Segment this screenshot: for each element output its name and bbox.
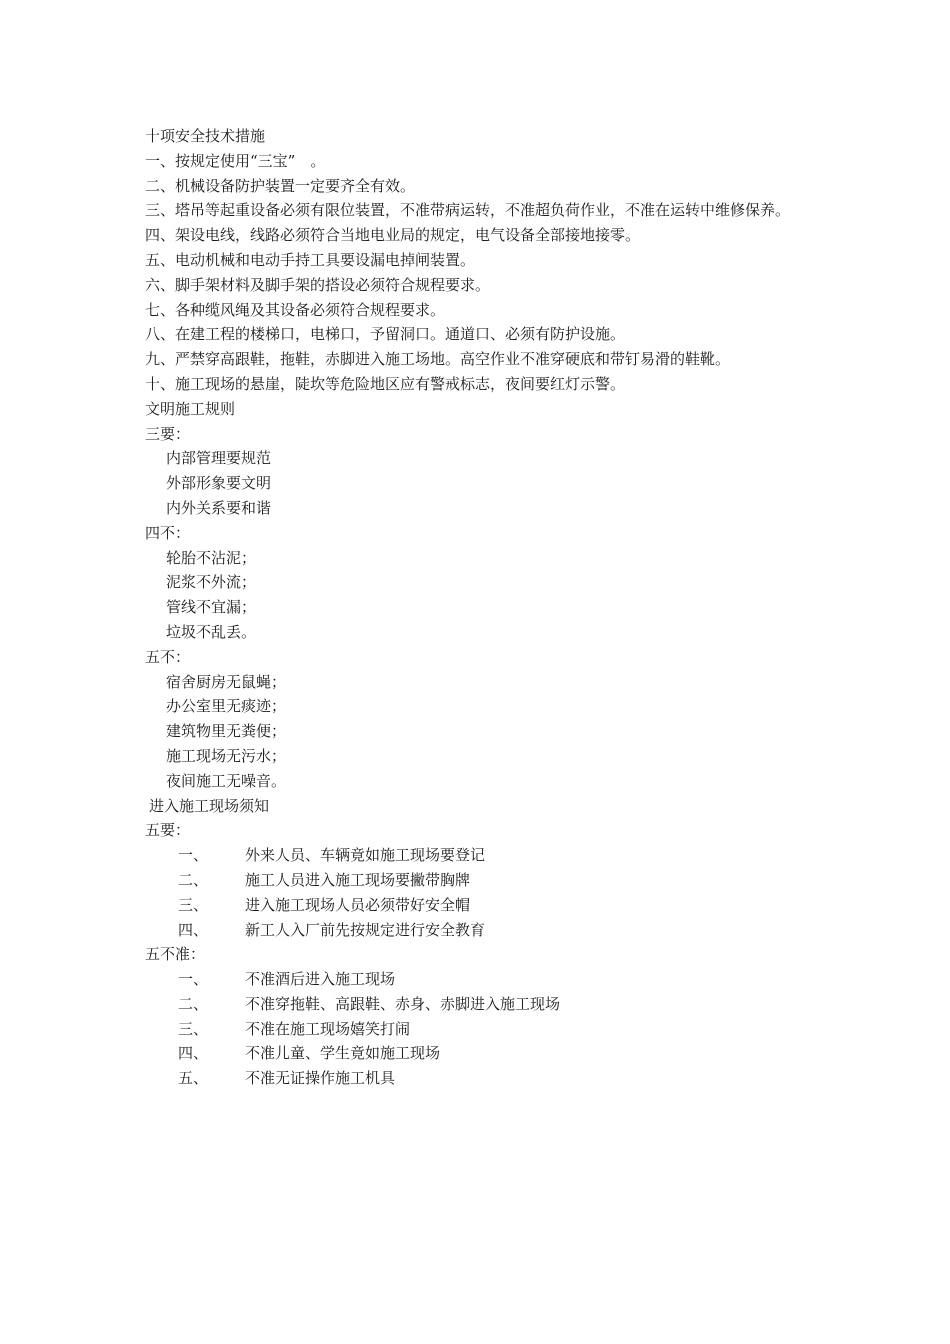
item-text: 进入施工现场人员必须带好安全帽 — [245, 895, 471, 914]
list-item: 建筑物里无粪便； — [166, 722, 287, 741]
list-item: 外部形象要文明 — [166, 474, 272, 493]
numbered-item — [145, 918, 825, 943]
item-number: 二、 — [178, 994, 209, 1013]
list-item: 夜间施工无噪音。 — [166, 771, 287, 790]
safety-item-10: 十、施工现场的悬崖，陡坎等危险地区应有警戒标志，夜间要红灯示警。 — [145, 374, 626, 393]
safety-item-2: 二、机械设备防护装置一定要齐全有效。 — [145, 176, 416, 195]
document-content — [145, 124, 825, 1091]
safety-item-8: 八、在建工程的楼梯口，电梯口，予留洞口。通道口、必须有防护设施。 — [145, 325, 626, 344]
list-item: 管线不宜漏； — [166, 598, 257, 617]
list-item: 宿舍厨房无鼠蝇； — [166, 672, 287, 691]
five-musts-heading: 五要： — [145, 821, 191, 840]
item-number: 四、 — [178, 920, 209, 939]
item-text: 外来人员、车辆竟如施工现场要登记 — [245, 846, 486, 865]
list-item: 办公室里无痰迹； — [166, 697, 287, 716]
item-text: 不准儿童、学生竟如施工现场 — [245, 1044, 441, 1063]
safety-item-9: 九、严禁穿高跟鞋，拖鞋，赤脚进入施工场地。高空作业不准穿硬底和带钉易滑的鞋靴。 — [145, 350, 731, 369]
numbered-item — [145, 967, 825, 992]
item-number: 四、 — [178, 1044, 209, 1063]
numbered-item — [145, 893, 825, 918]
numbered-item — [145, 992, 825, 1017]
numbered-item — [145, 1066, 825, 1091]
list-item: 轮胎不沾泥； — [166, 548, 257, 567]
safety-section-title: 十项安全技术措施 — [145, 127, 266, 145]
three-musts-heading: 三要： — [145, 424, 191, 443]
five-prohibitions-heading: 五不准： — [145, 945, 206, 964]
four-nots-heading: 四不： — [145, 523, 191, 542]
item-number: 三、 — [178, 1019, 209, 1038]
item-number: 三、 — [178, 895, 209, 914]
numbered-item — [145, 1017, 825, 1042]
civil-section-title: 文明施工规则 — [145, 399, 236, 418]
list-item: 内外关系要和谐 — [166, 498, 272, 517]
item-number: 二、 — [178, 870, 209, 889]
entry-section-title: 进入施工现场须知 — [149, 796, 270, 815]
safety-item-7: 七、各种缆风绳及其设备必须符合规程要求。 — [145, 300, 446, 319]
safety-item-5: 五、电动机械和电动手持工具要设漏电掉闸装置。 — [145, 250, 476, 269]
item-number: 五、 — [178, 1069, 209, 1088]
numbered-item — [145, 843, 825, 868]
item-text: 不准穿拖鞋、高跟鞋、赤身、赤脚进入施工现场 — [245, 994, 561, 1013]
numbered-item — [145, 868, 825, 893]
item-text: 不准在施工现场嬉笑打闹 — [245, 1019, 411, 1038]
item-text: 新工人入厂前先按规定进行安全教育 — [245, 920, 486, 939]
item-text: 不准酒后进入施工现场 — [245, 970, 396, 989]
list-item: 垃圾不乱丢。 — [166, 622, 257, 641]
five-nots-heading: 五不： — [145, 647, 191, 666]
safety-item-4: 四、架设电线，线路必须符合当地电业局的规定，电气设备全部接地接零。 — [145, 226, 641, 245]
item-text: 不准无证操作施工机具 — [245, 1069, 396, 1088]
numbered-item — [145, 1041, 825, 1066]
item-number: 一、 — [178, 970, 209, 989]
list-item: 内部管理要规范 — [166, 449, 272, 468]
list-item: 施工现场无污水； — [166, 746, 287, 765]
list-item: 泥浆不外流； — [166, 573, 257, 592]
safety-item-3: 三、塔吊等起重设备必须有限位装置，不准带病运转，不准超负荷作业，不准在运转中维修保养。 — [145, 201, 791, 220]
safety-item-1: 一、按规定使用“三宝” 。 — [145, 151, 326, 170]
item-number: 一、 — [178, 846, 209, 865]
safety-item-6: 六、脚手架材料及脚手架的搭设必须符合规程要求。 — [145, 275, 491, 294]
item-text: 施工人员进入施工现场要撇带胸牌 — [245, 870, 471, 889]
